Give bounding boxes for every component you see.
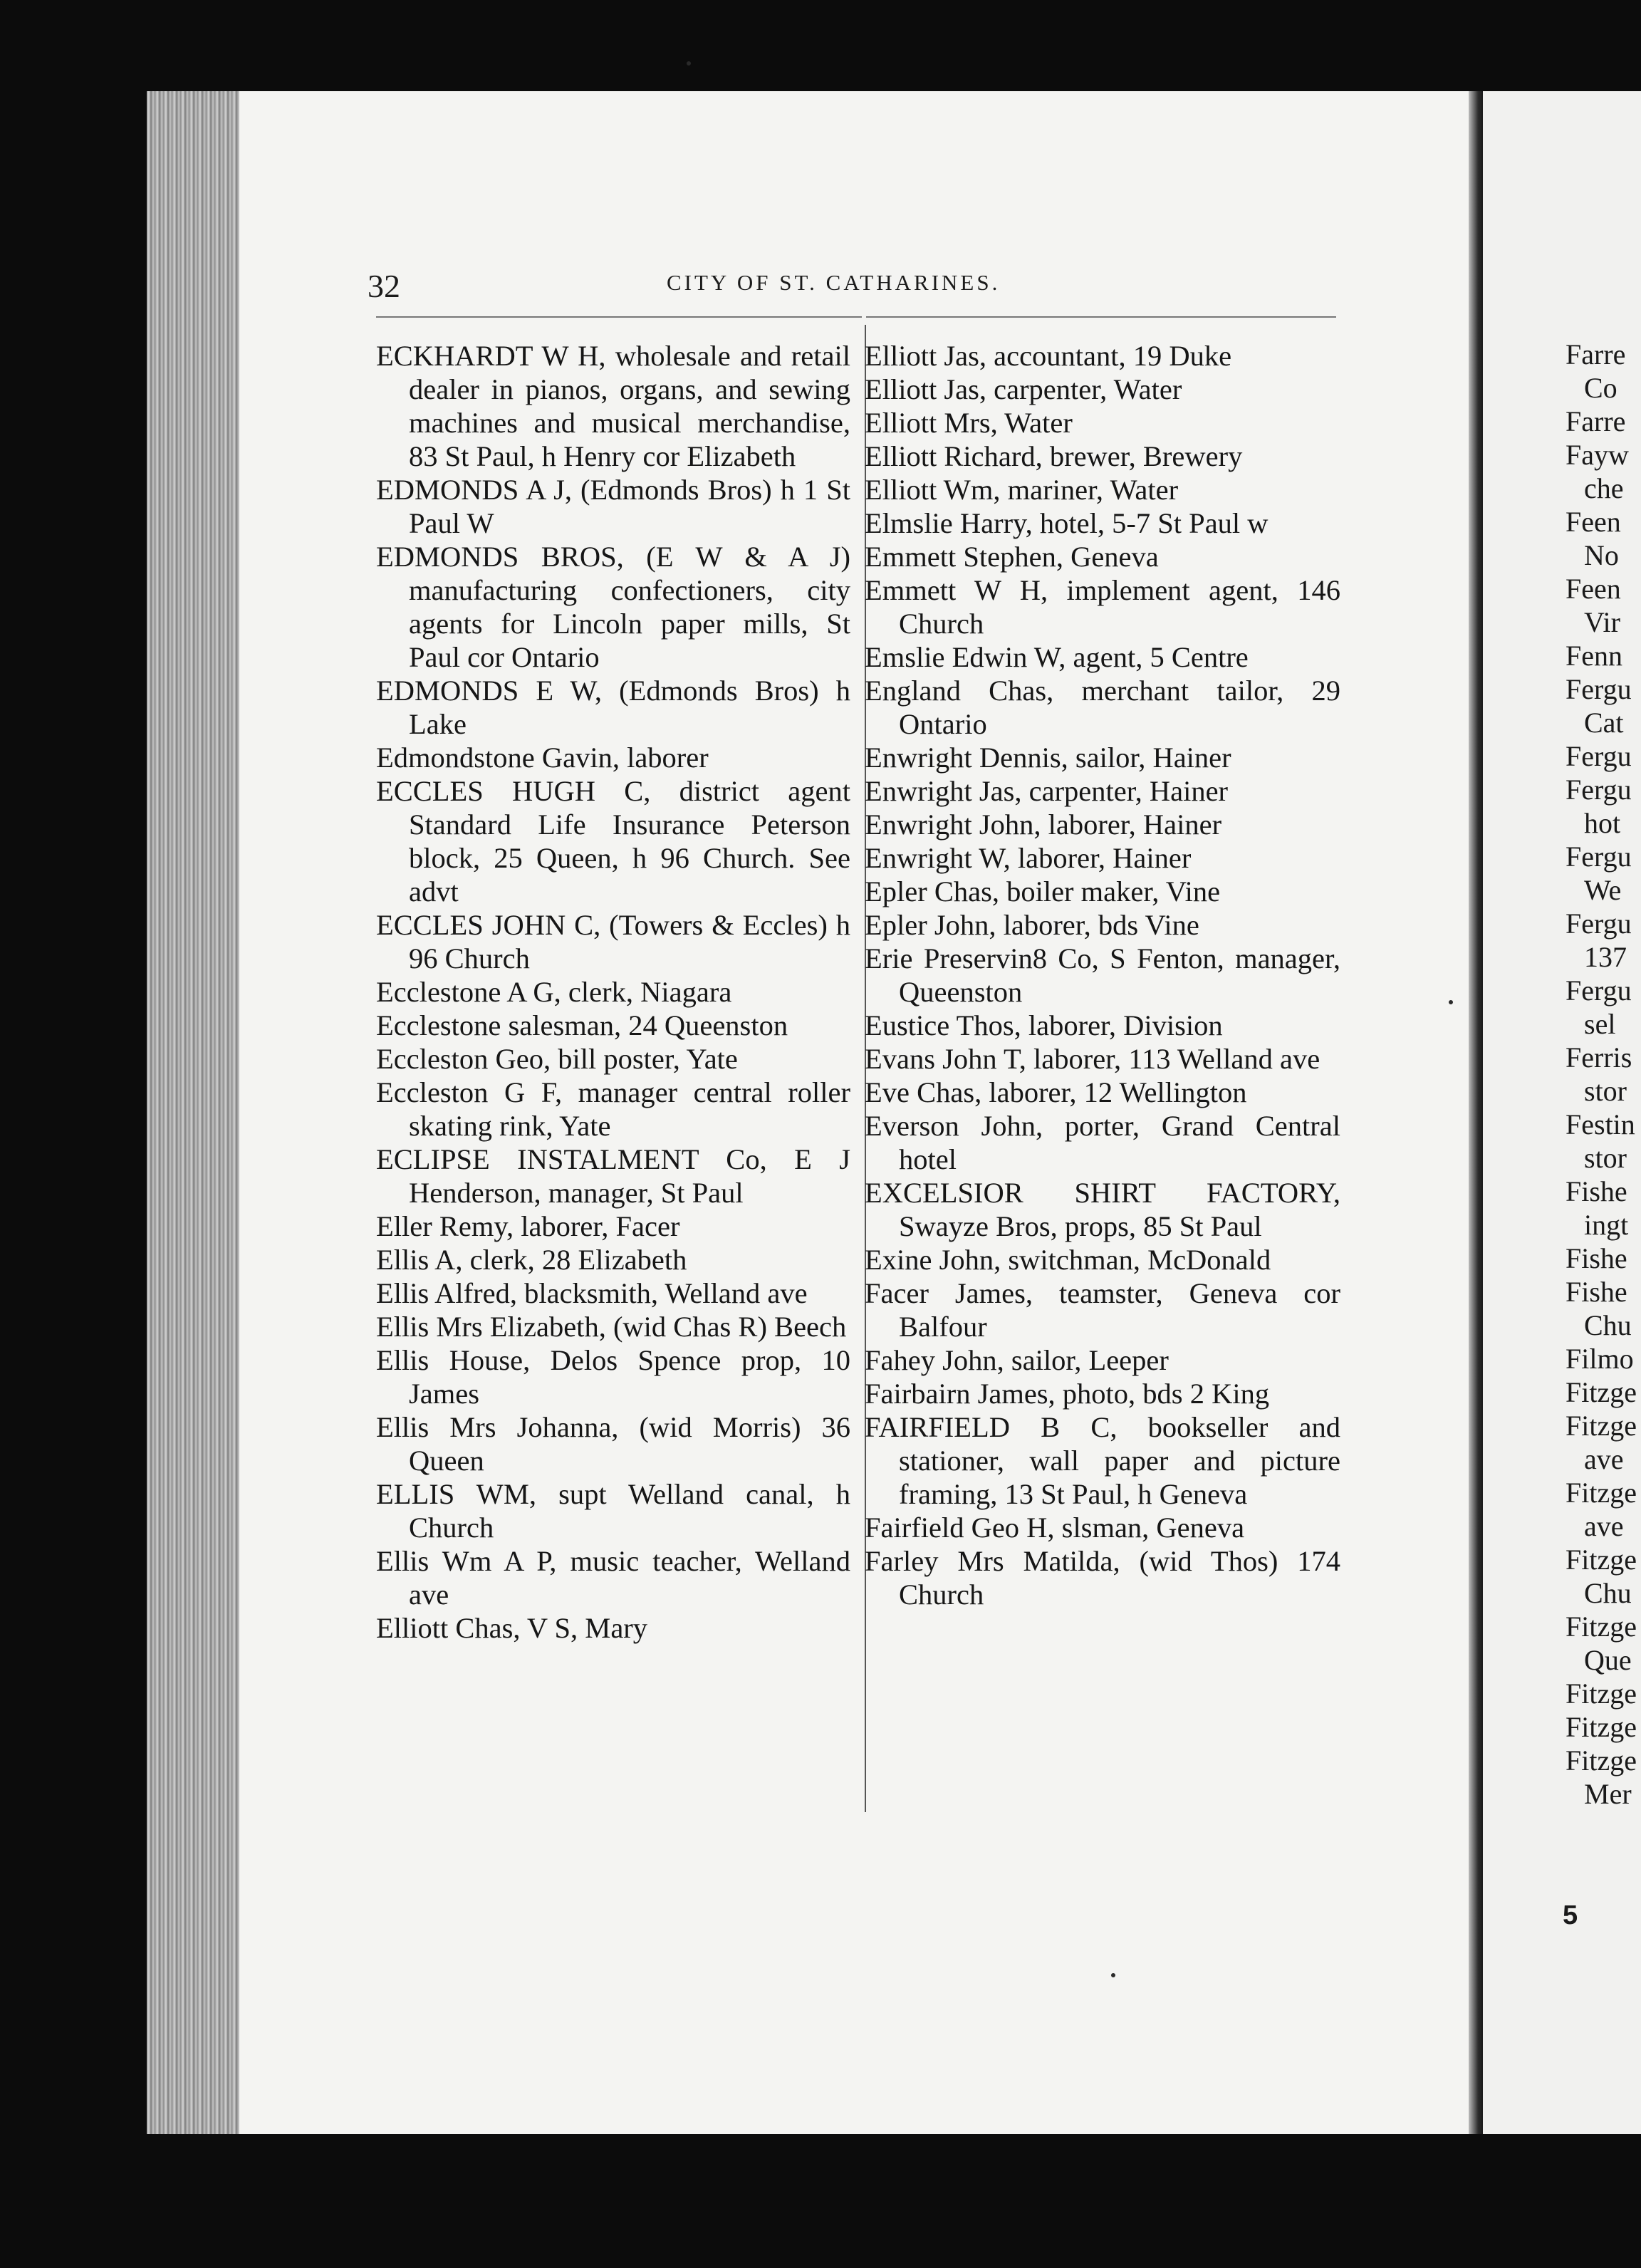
header-rule-left [376, 316, 862, 318]
directory-entry: Fahey John, sailor, Leeper [865, 1344, 1169, 1376]
directory-entry: Emslie Edwin W, agent, 5 Centre [865, 641, 1249, 673]
directory-entry: Elliott Jas, accountant, 19 Duke [865, 340, 1232, 372]
facing-page-fragment: Fitzge [1566, 1744, 1637, 1777]
directory-entry: Enwright W, laborer, Hainer [865, 842, 1192, 874]
facing-page-fragment: hot [1584, 807, 1621, 839]
facing-page-fragment: stor [1584, 1075, 1627, 1107]
facing-page-fragment: ingt [1584, 1209, 1629, 1241]
facing-page [1483, 91, 1641, 2134]
facing-page-fragment: Fitzge [1566, 1544, 1637, 1576]
facing-page-fragment: Filmo [1566, 1343, 1634, 1375]
directory-entry: Elliott Jas, carpenter, Water [865, 373, 1182, 405]
directory-entry: Enwright Dennis, sailor, Hainer [865, 742, 1231, 774]
directory-entry: Fairfield Geo H, slsman, Geneva [865, 1512, 1245, 1544]
facing-page-fragment: Fitzge [1566, 1410, 1637, 1442]
facing-page-signature-mark: 5 [1563, 1900, 1578, 1930]
directory-column-left [376, 339, 850, 1645]
facing-page-fragment: Fitzge [1566, 1376, 1637, 1408]
directory-entry: EDMONDS A J, (Edmonds Bros) h 1 St Paul W [376, 474, 850, 539]
directory-entry: Exine John, switchman, McDonald [865, 1244, 1271, 1276]
directory-entry: Elliott Chas, V S, Mary [376, 1612, 648, 1644]
directory-entry: Epler Chas, boiler maker, Vine [865, 875, 1221, 907]
facing-page-fragment: Chu [1584, 1577, 1632, 1609]
facing-page-fragment: Mer [1584, 1778, 1632, 1810]
directory-entry: Facer James, teamster, Geneva cor Balfour [865, 1277, 1340, 1343]
facing-page-fragment: 137 [1584, 941, 1627, 973]
speck [1449, 1000, 1453, 1004]
directory-entry: Ellis Mrs Elizabeth, (wid Chas R) Beech [376, 1311, 847, 1343]
facing-page-fragment: Fenn [1566, 640, 1622, 672]
directory-entry: Ellis House, Delos Spence prop, 10 James [376, 1344, 850, 1410]
facing-page-fragment: Feen [1566, 506, 1621, 538]
running-title: CITY OF ST. CATHARINES. [667, 270, 1001, 295]
page-number: 32 [368, 268, 400, 304]
directory-entry: Eccleston G F, manager central roller skating rink, Yate [376, 1076, 850, 1142]
facing-page-fragment: Feen [1566, 573, 1621, 605]
directory-entry: Ellis Mrs Johanna, (wid Morris) 36 Queen [376, 1411, 850, 1477]
facing-page-fragment: We [1584, 874, 1622, 906]
facing-page-fragment: Ferris [1566, 1041, 1632, 1073]
facing-page-fragment: Fitzge [1566, 1611, 1637, 1643]
directory-entry: Ellis Alfred, blacksmith, Welland ave [376, 1277, 808, 1309]
directory-entry: Fairbairn James, photo, bds 2 King [865, 1378, 1270, 1410]
facing-page-fragment: Farre [1566, 338, 1626, 370]
directory-entry: Elliott Richard, brewer, Brewery [865, 440, 1243, 472]
facing-page-fragment: Fergu [1566, 974, 1632, 1006]
directory-entry: EXCELSIOR SHIRT FACTORY, Swayze Bros, props, 85 St Paul [865, 1177, 1340, 1242]
directory-entry: Erie Preservin8 Co, S Fenton, manager, Queenston [865, 942, 1340, 1008]
facing-page-fragment: Fishe [1566, 1276, 1627, 1308]
directory-entry: Eccleston Geo, bill poster, Yate [376, 1043, 738, 1075]
directory-entry: EDMONDS BROS, (E W & A J) manufacturing confectioners, city agents for Lincoln paper mills, St Paul cor Ontario [376, 541, 850, 673]
facing-page-fragment: Co [1584, 372, 1617, 404]
directory-entry: EDMONDS E W, (Edmonds Bros) h Lake [376, 675, 850, 740]
directory-entry: Elliott Mrs, Water [865, 407, 1073, 439]
directory-entry: Farley Mrs Matilda, (wid Thos) 174 Church [865, 1545, 1340, 1611]
directory-entry: Enwright John, laborer, Hainer [865, 808, 1222, 841]
facing-page-fragment: Vir [1584, 606, 1620, 638]
directory-entry: Epler John, laborer, bds Vine [865, 909, 1199, 941]
directory-entry: Everson John, porter, Grand Central hotel [865, 1110, 1340, 1175]
facing-page-fragment: Fergu [1566, 907, 1632, 940]
book-page-edges [147, 91, 246, 2134]
facing-page-fragment: ave [1584, 1443, 1624, 1475]
facing-page-fragment: sel [1584, 1008, 1616, 1040]
directory-entry: Ecclestone salesman, 24 Queenston [376, 1009, 788, 1041]
directory-entry: Emmett Stephen, Geneva [865, 541, 1159, 573]
directory-entry: Elliott Wm, mariner, Water [865, 474, 1179, 506]
directory-entry: ELLIS WM, supt Welland canal, h Church [376, 1478, 850, 1544]
directory-entry: ECCLES JOHN C, (Towers & Eccles) h 96 Church [376, 909, 850, 974]
directory-entry: Ecclestone A G, clerk, Niagara [376, 976, 732, 1008]
facing-page-fragment: Fergu [1566, 841, 1632, 873]
directory-entry: Emmett W H, implement agent, 146 Church [865, 574, 1340, 640]
directory-entry: FAIRFIELD B C, bookseller and stationer, wall paper and picture framing, 13 St Paul, h Geneva [865, 1411, 1340, 1510]
directory-entry: Eustice Thos, laborer, Division [865, 1009, 1223, 1041]
directory-column-right [865, 339, 1340, 1611]
directory-entry: Elmslie Harry, hotel, 5-7 St Paul w [865, 507, 1268, 539]
directory-entry: Ellis Wm A P, music teacher, Welland ave [376, 1545, 850, 1611]
directory-entry: England Chas, merchant tailor, 29 Ontario [865, 675, 1340, 740]
facing-page-fragment: che [1584, 472, 1624, 504]
directory-entry: ECKHARDT W H, wholesale and retail dealer in pianos, organs, and sewing machines and musical merchandise, 83 St Paul, h Henry cor Elizabeth [376, 340, 850, 472]
facing-page-fragment: Fitzge [1566, 1711, 1637, 1743]
directory-entry: Enwright Jas, carpenter, Hainer [865, 775, 1229, 807]
header-rule-right [866, 316, 1336, 318]
facing-page-fragment: Fergu [1566, 740, 1632, 772]
facing-page-fragment: Fishe [1566, 1242, 1627, 1274]
facing-page-fragment: Farre [1566, 405, 1626, 437]
directory-entry: ECCLES HUGH C, district agent Standard Life Insurance Peterson block, 25 Queen, h 96 Church. See advt [376, 775, 850, 907]
directory-entry: Edmondstone Gavin, laborer [376, 742, 709, 774]
directory-entry: ECLIPSE INSTALMENT Co, E J Henderson, manager, St Paul [376, 1143, 850, 1209]
speck [687, 61, 691, 66]
facing-page-fragment: ave [1584, 1510, 1624, 1542]
facing-page-fragment: Fishe [1566, 1175, 1627, 1207]
facing-page-fragment: Fayw [1566, 439, 1629, 471]
facing-page-fragment: Que [1584, 1644, 1632, 1676]
page-header [368, 267, 1336, 310]
facing-page-fragment: Fitzge [1566, 1477, 1637, 1509]
facing-page-fragment: Chu [1584, 1309, 1632, 1341]
facing-page-fragment: Fergu [1566, 673, 1632, 705]
directory-entry: Evans John T, laborer, 113 Welland ave [865, 1043, 1320, 1075]
facing-page-fragment: Fergu [1566, 774, 1632, 806]
book-gutter [1469, 91, 1484, 2134]
facing-page-fragment: stor [1584, 1142, 1627, 1174]
facing-page-fragment: Fitzge [1566, 1677, 1637, 1710]
facing-page-fragment: No [1584, 539, 1619, 571]
facing-page-fragment: Cat [1584, 707, 1624, 739]
directory-entry: Ellis A, clerk, 28 Elizabeth [376, 1244, 687, 1276]
directory-entry: Eller Remy, laborer, Facer [376, 1210, 680, 1242]
facing-page-fragment: Festin [1566, 1108, 1635, 1140]
directory-entry: Eve Chas, laborer, 12 Wellington [865, 1076, 1247, 1108]
speck [1111, 1973, 1115, 1977]
